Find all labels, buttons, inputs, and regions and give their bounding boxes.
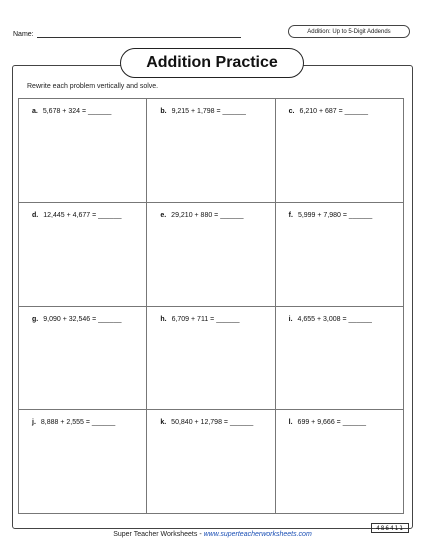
problem-cell [19,410,147,514]
footer-site-link[interactable]: www.superteacherworksheets.com [203,531,312,538]
problem [160,212,243,219]
problem-cell [19,203,147,307]
problem-expression: 50,840 + 12,798 = ______ [171,419,254,427]
instructions: Rewrite each problem vertically and solve. [27,83,159,90]
problem-cell [147,99,275,203]
problem-letter: a. [32,108,38,115]
problem [160,108,246,115]
problem-expression: 9,215 + 1,798 = ______ [171,108,246,115]
problem [32,108,111,115]
problem [289,316,372,323]
footer-brand: Super Teacher Worksheets [113,531,198,538]
problem-cell [276,203,404,307]
footer [0,531,425,538]
problem-expression: 9,090 + 32,546 = ______ [43,315,122,323]
problem [160,316,239,323]
name-line [37,30,241,38]
problem-cell [147,203,275,307]
topic-badge: Addition: Up to 5-Digit Addends [288,25,410,38]
problem-letter: i. [288,315,293,323]
name-field [13,30,241,38]
problem-cell [147,410,275,514]
problem-letter: f. [288,211,293,219]
problem-letter: l. [288,419,293,427]
problem-cell [276,410,404,514]
problem [160,419,253,426]
problem-expression: 6,210 + 687 = ______ [299,108,369,115]
problem-expression: 4,655 + 3,008 = ______ [297,315,372,323]
problem-cell [19,307,147,411]
problem [289,212,373,219]
problem-cell [19,99,147,203]
problem-letter: k. [160,419,167,427]
problem-expression: 8,888 + 2,555 = ______ [40,419,116,427]
problem-cell [147,307,275,411]
footer-separator: - [197,531,204,538]
problem-grid [18,98,404,514]
problem-letter: h. [160,315,167,323]
name-label: Name: [13,31,34,38]
problem-expression: 29,210 + 880 = ______ [171,211,244,219]
problem-letter: e. [160,211,167,219]
problem-letter: c. [288,108,295,115]
problem-cell [276,307,404,411]
problem-letter: j. [32,419,36,427]
problem-expression: 5,999 + 7,980 = ______ [297,211,373,219]
problem [32,316,121,323]
problem-expression: 5,678 + 324 = ______ [42,108,112,115]
problem-letter: d. [32,211,39,219]
problem-letter: g. [32,315,39,323]
problem-letter: b. [160,108,167,115]
worksheet-code: 486411 [371,523,409,533]
problem [32,419,115,426]
problem [289,419,366,426]
problem-expression: 6,709 + 711 = ______ [171,315,240,323]
page-title: Addition Practice [120,48,304,78]
problem-cell [276,99,404,203]
problem [32,212,121,219]
problem-expression: 699 + 9,666 = ______ [297,419,367,427]
problem-expression: 12,445 + 4,677 = ______ [43,211,122,219]
problem [289,108,368,115]
